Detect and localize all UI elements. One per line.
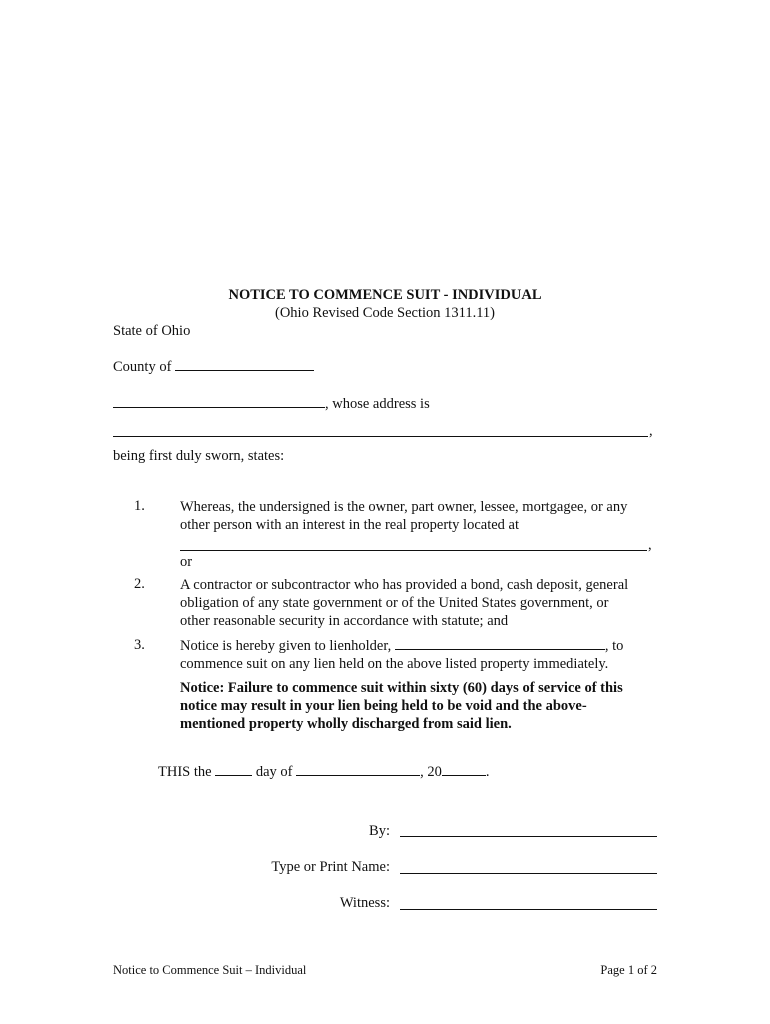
lienholder-prefix: Notice is hereby given to lienholder, <box>180 638 392 654</box>
affiant-name-blank[interactable] <box>113 395 325 408</box>
witness-label: Witness: <box>339 895 390 911</box>
address-blank[interactable] <box>113 436 648 437</box>
item-1-line-2: other person with an interest in the real property located at <box>180 517 520 533</box>
item-2-number: 2. <box>134 576 145 592</box>
address-suffix: , whose address is <box>325 396 430 412</box>
date-period: . <box>485 764 490 780</box>
county-line <box>113 358 314 376</box>
item-1-number: 1. <box>134 498 145 514</box>
year-prefix: , 20 <box>420 764 442 780</box>
item-3-line-2: commence suit on any lien held on the above listed property immediately. <box>180 656 609 672</box>
lienholder-blank[interactable] <box>395 637 605 650</box>
witness-blank[interactable] <box>400 909 657 910</box>
notice-line-1: Notice: Failure to commence suit within sixty (60) days of service of this <box>180 680 623 696</box>
lienholder-suffix: , to <box>604 638 624 654</box>
item-2-line-2: obligation of any state government or of the United States government, or <box>180 595 609 611</box>
item-2-line-1: A contractor or subcontractor who has provided a bond, cash deposit, general <box>180 577 629 593</box>
item-1-line-1: Whereas, the undersigned is the owner, part owner, lessee, mortgagee, or any <box>180 499 628 515</box>
item-3-line-1 <box>180 637 623 655</box>
document-subtitle: (Ohio Revised Code Section 1311.11) <box>274 305 496 321</box>
print-name-label: Type or Print Name: <box>271 859 390 875</box>
year-blank[interactable] <box>442 763 486 776</box>
notice-line-3: mentioned property wholly discharged from said lien. <box>180 716 512 732</box>
item-2-line-3: other reasonable security in accordance with statute; and <box>180 613 509 629</box>
item-1-or: or <box>180 554 193 570</box>
item-3-number: 3. <box>134 637 145 653</box>
by-signature-blank[interactable] <box>400 836 657 837</box>
affiant-line <box>113 395 430 413</box>
property-location-blank[interactable] <box>180 550 647 551</box>
month-blank[interactable] <box>296 763 420 776</box>
county-label: County of <box>113 359 172 375</box>
footer-title: Notice to Commence Suit – Individual <box>113 963 307 977</box>
property-comma: , <box>648 537 652 553</box>
print-name-blank[interactable] <box>400 873 657 874</box>
sworn-line: being first duly sworn, states: <box>113 448 285 464</box>
document-title: NOTICE TO COMMENCE SUIT - INDIVIDUAL <box>228 287 542 303</box>
by-label: By: <box>369 823 390 839</box>
this-the-label: THIS the <box>158 764 212 780</box>
day-of-label: day of <box>255 764 293 780</box>
notice-line-2: notice may result in your lien being held to be void and the above- <box>180 698 587 714</box>
state-line: State of Ohio <box>113 323 191 339</box>
county-blank[interactable] <box>175 358 314 371</box>
page-number: Page 1 of 2 <box>600 963 657 977</box>
day-blank[interactable] <box>215 763 252 776</box>
address-comma: , <box>649 423 653 439</box>
date-line <box>158 763 489 781</box>
